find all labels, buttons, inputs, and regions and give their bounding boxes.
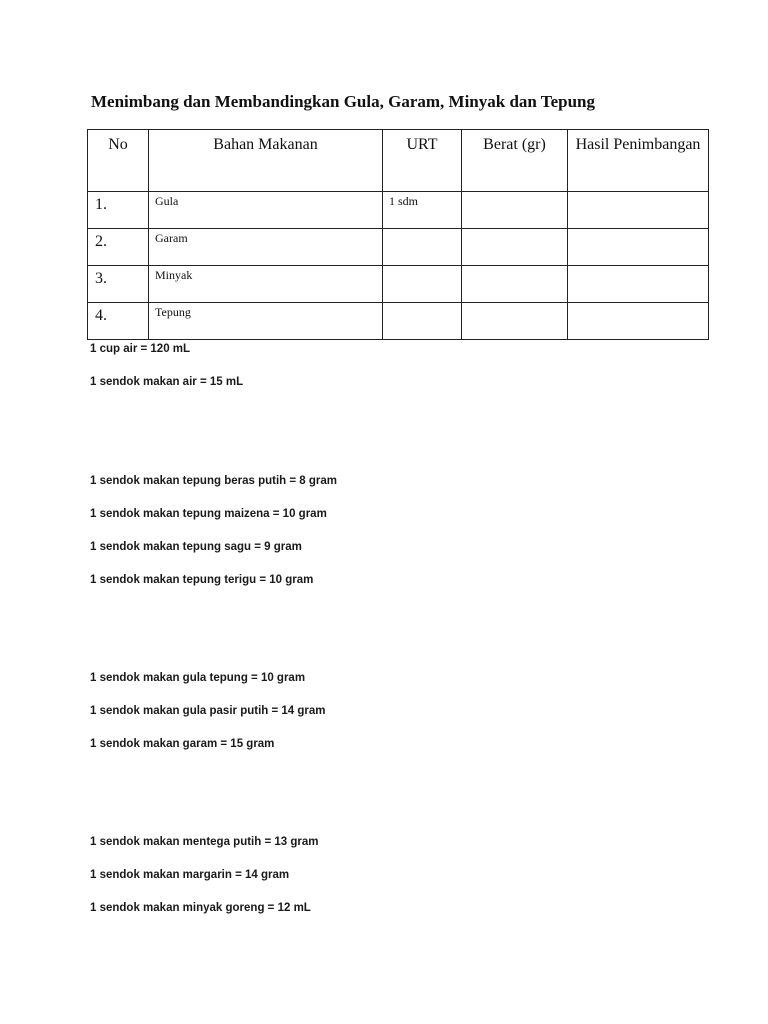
table-row: [88, 192, 709, 229]
note-line: 1 cup air = 120 mL: [90, 343, 191, 355]
note-line: 1 sendok makan tepung beras putih = 8 gram: [90, 475, 337, 487]
note-line: 1 sendok makan margarin = 14 gram: [90, 869, 290, 881]
note-line: 1 sendok makan garam = 15 gram: [90, 738, 275, 750]
cell-hasil: [568, 303, 709, 340]
cell-bahan: Minyak: [149, 266, 383, 303]
cell-no: 1.: [88, 192, 149, 229]
document-title: Menimbang dan Membandingkan Gula, Garam, Minyak dan Tepung: [91, 92, 595, 111]
cell-no: 2.: [88, 229, 149, 266]
note-line: 1 sendok makan tepung sagu = 9 gram: [90, 541, 302, 553]
header-hasil-penimbangan: Hasil Penimbangan: [568, 130, 709, 192]
note-line: 1 sendok makan mentega putih = 13 gram: [90, 836, 319, 848]
note-line: 1 sendok makan tepung maizena = 10 gram: [90, 508, 327, 520]
cell-berat: [462, 303, 568, 340]
note-line: 1 sendok makan gula tepung = 10 gram: [90, 672, 306, 684]
header-bahan-makanan: Bahan Makanan: [149, 130, 383, 192]
cell-urt: [383, 266, 462, 303]
cell-bahan: Garam: [149, 229, 383, 266]
note-line: 1 sendok makan minyak goreng = 12 mL: [90, 902, 311, 914]
cell-urt: [383, 303, 462, 340]
weighing-table: [87, 129, 709, 340]
table-header-row: [88, 130, 709, 192]
cell-bahan: Tepung: [149, 303, 383, 340]
cell-hasil: [568, 266, 709, 303]
cell-hasil: [568, 192, 709, 229]
cell-berat: [462, 266, 568, 303]
note-line: 1 sendok makan tepung terigu = 10 gram: [90, 574, 314, 586]
cell-urt: 1 sdm: [383, 192, 462, 229]
cell-no: 3.: [88, 266, 149, 303]
table-row: [88, 229, 709, 266]
cell-no: 4.: [88, 303, 149, 340]
cell-bahan: Gula: [149, 192, 383, 229]
header-berat: Berat (gr): [462, 130, 568, 192]
table-row: [88, 266, 709, 303]
note-line: 1 sendok makan gula pasir putih = 14 gram: [90, 705, 326, 717]
header-urt: URT: [383, 130, 462, 192]
cell-berat: [462, 229, 568, 266]
cell-berat: [462, 192, 568, 229]
cell-urt: [383, 229, 462, 266]
note-line: 1 sendok makan air = 15 mL: [90, 376, 244, 388]
header-no: No: [88, 130, 149, 192]
table-row: [88, 303, 709, 340]
cell-hasil: [568, 229, 709, 266]
